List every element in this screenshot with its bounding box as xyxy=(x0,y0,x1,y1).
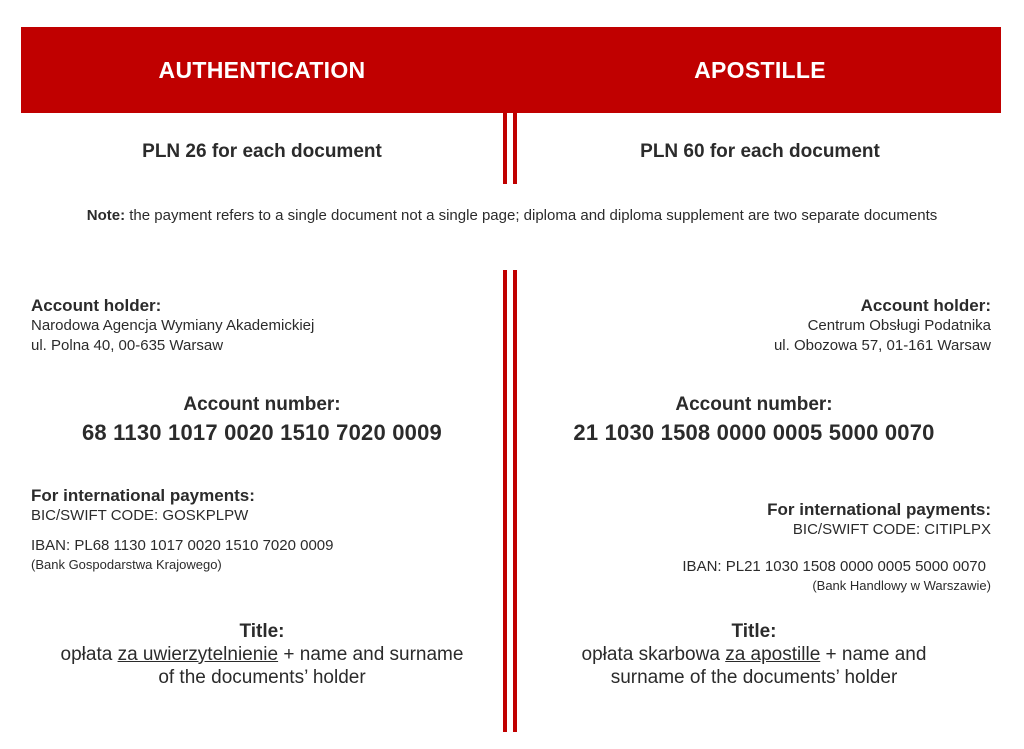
right-iban: IBAN: PL21 1030 1508 0000 0005 5000 0070 xyxy=(682,558,986,575)
divider-line-top-right xyxy=(513,113,517,184)
left-title-block xyxy=(21,621,503,689)
left-account-holder xyxy=(31,296,491,356)
left-title-line1 xyxy=(21,643,503,666)
right-account-number-label: Account number: xyxy=(675,394,833,415)
right-account-number: 21 1030 1508 0000 0005 5000 0070 xyxy=(573,420,935,445)
right-title-line1 xyxy=(519,643,989,666)
left-iban: IBAN: PL68 1130 1017 0020 1510 7020 0009 xyxy=(31,537,334,554)
right-title-block xyxy=(519,621,989,689)
left-international-block xyxy=(31,486,491,573)
right-title-label: Title: xyxy=(731,621,777,642)
divider-line-bottom-right xyxy=(513,270,517,732)
left-account-holder-label: Account holder: xyxy=(31,296,162,315)
left-intl-label: For international payments: xyxy=(31,486,255,505)
apostille-price: PLN 60 for each document xyxy=(640,141,880,162)
left-bic: BIC/SWIFT CODE: GOSKPLPW xyxy=(31,507,249,524)
right-bic: BIC/SWIFT CODE: CITIPLPX xyxy=(792,521,991,538)
divider-line-top-left xyxy=(503,113,507,184)
left-title-label: Title: xyxy=(239,621,285,642)
payment-note xyxy=(40,205,984,226)
right-account-holder-label: Account holder: xyxy=(860,296,991,315)
right-title-pre: opłata skarbowa xyxy=(581,644,726,665)
left-account-holder-name: Narodowa Agencja Wymiany Akademickiej xyxy=(31,317,315,334)
right-intl-label: For international payments: xyxy=(767,500,991,519)
right-account-holder xyxy=(530,296,991,356)
note-text: the payment refers to a single document not a single page; diploma and diploma supplement are two separate documents xyxy=(125,207,938,224)
left-title-line2: of the documents’ holder xyxy=(158,667,366,688)
right-bank: (Bank Handlowy w Warszawie) xyxy=(812,578,991,593)
left-bank: (Bank Gospodarstwa Krajowego) xyxy=(31,557,222,572)
header-gap xyxy=(503,27,519,113)
left-account-number-block xyxy=(21,394,503,446)
apostille-title: APOSTILLE xyxy=(694,56,826,83)
right-account-holder-name: Centrum Obsługi Podatnika xyxy=(807,317,991,334)
divider-line-bottom-left xyxy=(503,270,507,732)
left-account-holder-address: ul. Polna 40, 00-635 Warsaw xyxy=(31,337,224,354)
authentication-price: PLN 26 for each document xyxy=(142,141,382,162)
right-international-block xyxy=(530,500,991,594)
authentication-header xyxy=(21,27,503,113)
note-label: Note: xyxy=(86,207,126,224)
right-title-post: + name and xyxy=(820,644,927,665)
left-account-number-label: Account number: xyxy=(183,394,341,415)
right-account-holder-address: ul. Obozowa 57, 01-161 Warsaw xyxy=(773,337,991,354)
left-title-post: + name and surname xyxy=(278,644,464,665)
right-title-underlined: za apostille xyxy=(725,644,821,665)
left-account-number: 68 1130 1017 0020 1510 7020 0009 xyxy=(82,420,442,445)
right-account-number-block xyxy=(519,394,989,446)
right-title-line2: surname of the documents’ holder xyxy=(610,667,898,688)
left-title-underlined: za uwierzytelnienie xyxy=(117,644,279,665)
apostille-header xyxy=(519,27,1001,113)
authentication-title: AUTHENTICATION xyxy=(158,56,366,83)
left-title-pre: opłata xyxy=(60,644,118,665)
